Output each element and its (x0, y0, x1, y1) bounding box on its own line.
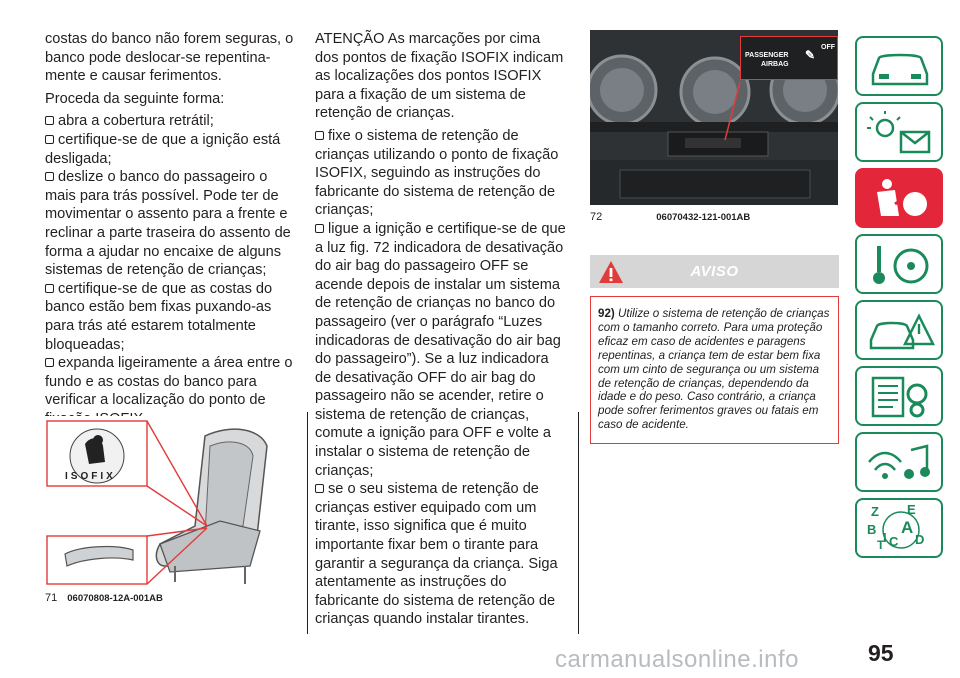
bullet-box-icon (45, 358, 54, 367)
bullet-item: abra a cobertura retrátil; (45, 112, 300, 131)
bullet-item: ligue a ignição e certifique-se de que a luz fig. 72 indicadora de desativação do air bag do passageiro OFF se acende depois de instalar um sistema de retenção de crianças no banco do passageiro (ver o parágrafo “Luzes indicadoras de desativação do air bag do passageiro”). Se a luz indicadora de desativação OFF do air bag do passageiro não se acender, retire o sistema de retenção de crianças, comute a ignição para OFF e volte a instalar o sistema de retenção de crianças; (315, 220, 566, 479)
bullet-item: certifique-se de que a ignição está desligada; (45, 131, 281, 167)
paragraph: ATENÇÃO As marcações por cima dos pontos de fixação ISOFIX indicam as localizações dos pontos ISOFIX para a fixação de um sistema de retenção de crianças. (315, 31, 564, 122)
column-divider (578, 412, 579, 634)
car-front-icon (865, 44, 935, 90)
column-divider (307, 412, 308, 634)
multimedia-icon (865, 440, 935, 486)
bullet-box-icon (45, 172, 54, 181)
bullet-box-icon (315, 484, 324, 493)
dashboard-lights-icon (865, 110, 935, 156)
warning-box (590, 296, 839, 444)
isofix-seat-illustration (45, 416, 297, 587)
bullet-box-icon (315, 131, 324, 140)
bullet-item: certifique-se de que as costas do banco estão bem fixas puxando-as para trás até estarem totalmente bloqueadas; (45, 280, 273, 353)
service-tools-icon (865, 374, 935, 420)
bullet-item: expanda ligeiramente a área entre o fundo e as costas do banco para verificar a localização do ponto de (45, 355, 293, 409)
figure-caption: 71 06070808-12A-001AB (45, 592, 163, 604)
seat-airbag-icon (865, 176, 935, 222)
car-warning-icon (865, 308, 935, 354)
bullet-item: se o seu sistema de retenção de crianças estiver equipado com um tirante, isso significa que é muito importante fixar bem o tirante para garantir a segurança da criança. Siga atentamente as instruções do fabricante do sistema de retenção de crianças quando instalar tirantes. (315, 481, 558, 628)
page-number: 95 (868, 640, 894, 666)
passenger-airbag-label-inset: PASSENGER AIRBAG OFF ✎ (740, 36, 838, 80)
tab-alphabetical-index[interactable]: Z E B A I C T D (855, 498, 943, 558)
watermark: carmanualsonline.info (555, 646, 799, 673)
tab-multimedia[interactable] (855, 432, 943, 492)
figure-caption: 72 06070432-121-001AB (590, 211, 751, 223)
warning-title: AVISO (690, 263, 739, 280)
warning-text: 92) Utilize o sistema de retenção de crianças com o tamanho correto. Para uma proteção eficaz em caso de acidentes e paragens repentinas, a criança tem de estar bem fixa com um cinto de segurança ou um sistema de retenção de crianças, dependendo da idade e do peso. Caso contrário, a criança pode sofrer ferimentos graves ou fatais em caso de acidente. (598, 307, 830, 432)
bullet-box-icon (315, 224, 324, 233)
bullet-box-icon (45, 284, 54, 293)
bullet-box-icon (45, 135, 54, 144)
isofix-badge-text: ISOFIX (65, 471, 116, 482)
text-column-middle (315, 30, 567, 629)
bullet-box-icon (45, 116, 54, 125)
tab-seat-airbag[interactable] (855, 168, 943, 228)
figure-72-airbag-indicator (590, 30, 838, 205)
paragraph: Proceda da seguinte forma: (45, 90, 225, 107)
key-steering-wheel-icon (865, 242, 935, 288)
airbag-off-icon: ✎ (805, 48, 816, 62)
tab-service[interactable] (855, 366, 943, 426)
text-column-left (45, 30, 300, 428)
tab-dashboard-lights[interactable] (855, 102, 943, 162)
paragraph: costas do banco não forem seguras, o banco pode deslocar-se repentina-mente e causar ferimentos. (45, 31, 294, 85)
figure-71-isofix-seat (45, 416, 297, 587)
bullet-item: deslize o banco do passageiro o mais para trás possível. Pode ter de movimentar o assento para a frente e reclinar a parte traseira do assento de forma a ajudar no encaixe de alguns sistemas de retenção de crianças; (45, 169, 291, 279)
warning-header (590, 255, 839, 288)
tab-car-front[interactable] (855, 36, 943, 96)
tab-car-warning[interactable] (855, 300, 943, 360)
bullet-item: fixe o sistema de retenção de crianças utilizando o ponto de fixação ISOFIX, seguindo as instruções do fabricante do sistema de retenção de crianças; (315, 127, 559, 219)
tab-key-steering[interactable] (855, 234, 943, 294)
